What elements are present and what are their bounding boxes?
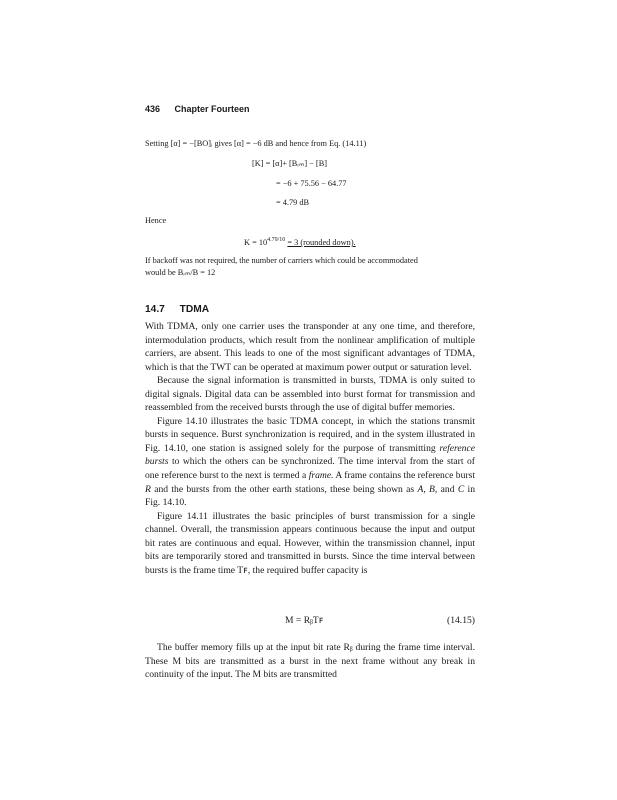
equation-k-values: = −6 + 75.56 − 64.77	[276, 179, 347, 188]
paragraph-1: With TDMA, only one carrier uses the transponder at any one time, and therefore, intermodulation products, which result from the nonlinear amplification of multiple carriers, are absent. This leads to one of the most significant advantages of TDMA, which is that the TWT can be operated at maximum power output or saturation level.	[145, 321, 475, 373]
backoff-line-1: If backoff was not required, the number of carriers which could be accommodated	[145, 256, 418, 265]
paragraph-4: Figure 14.11 illustrates the basic principles of burst transmission for a single channel. Overall, the transmission appears continuous because the input and output bit rates are continuous and equal. However, within the transmission channel, input bits are temporarily stored and transmitted in bursts. Since the time interval between bursts is the frame time Tꜰ, the required buffer capacity is	[145, 510, 475, 576]
equation-k-result: = 4.79 dB	[276, 198, 310, 207]
equation-buffer: M = RᵦTꜰ	[285, 615, 324, 626]
equation-k-linear	[244, 234, 356, 249]
backoff-line-2: would be Bᵣₘ/B = 12	[145, 268, 216, 277]
k-rhs: = 3 (rounded down).	[287, 237, 356, 247]
equation-k-db: [K] = [α]+ [Bᵣₘ] − [B]	[252, 159, 327, 168]
setting-line: Setting [α] = −[BO]ᵢ gives [α] = −6 dB and hence from Eq. (14.11)	[145, 139, 367, 148]
k-lhs: K = 10	[244, 237, 268, 247]
hence-label: Hence	[145, 216, 167, 225]
section-heading	[145, 304, 209, 315]
page-number: 436	[145, 104, 161, 114]
paragraph-3: Figure 14.10 illustrates the basic TDMA concept, in which the stations transmit bursts in sequence. Burst synchronization is required, and in the system illustrated in Fig. 14.10, one station is assigned solely for the purpose of transmitting reference bursts to which the others can be synchronized. The time interval from the start of one reference burst to the next is termed a frame. A frame contains the reference burst R and the bursts from the other earth stations, these being shown as A, B, and C in Fig. 14.10.	[145, 415, 475, 509]
k-exponent: 4.79/10	[267, 237, 286, 243]
section-number: 14.7	[145, 304, 165, 315]
running-header	[145, 104, 250, 114]
chapter-title: Chapter Fourteen	[174, 104, 250, 114]
section-title: TDMA	[179, 304, 210, 315]
equation-number: (14.15)	[447, 615, 475, 626]
paragraph-5: The buffer memory fills up at the input bit rate Rᵦ during the frame time interval. These M bits are transmitted as a burst in the next frame without any break in continuity of the input. The M bits are transmitted	[145, 642, 475, 681]
body-block-1	[145, 320, 475, 577]
paragraph-2: Because the signal information is transmitted in bursts, TDMA is only suited to digital signals. Digital data can be assembled into burst format for transmission and reassembled from the received bursts through the use of digital buffer memories.	[145, 375, 475, 414]
body-block-2	[145, 641, 475, 682]
